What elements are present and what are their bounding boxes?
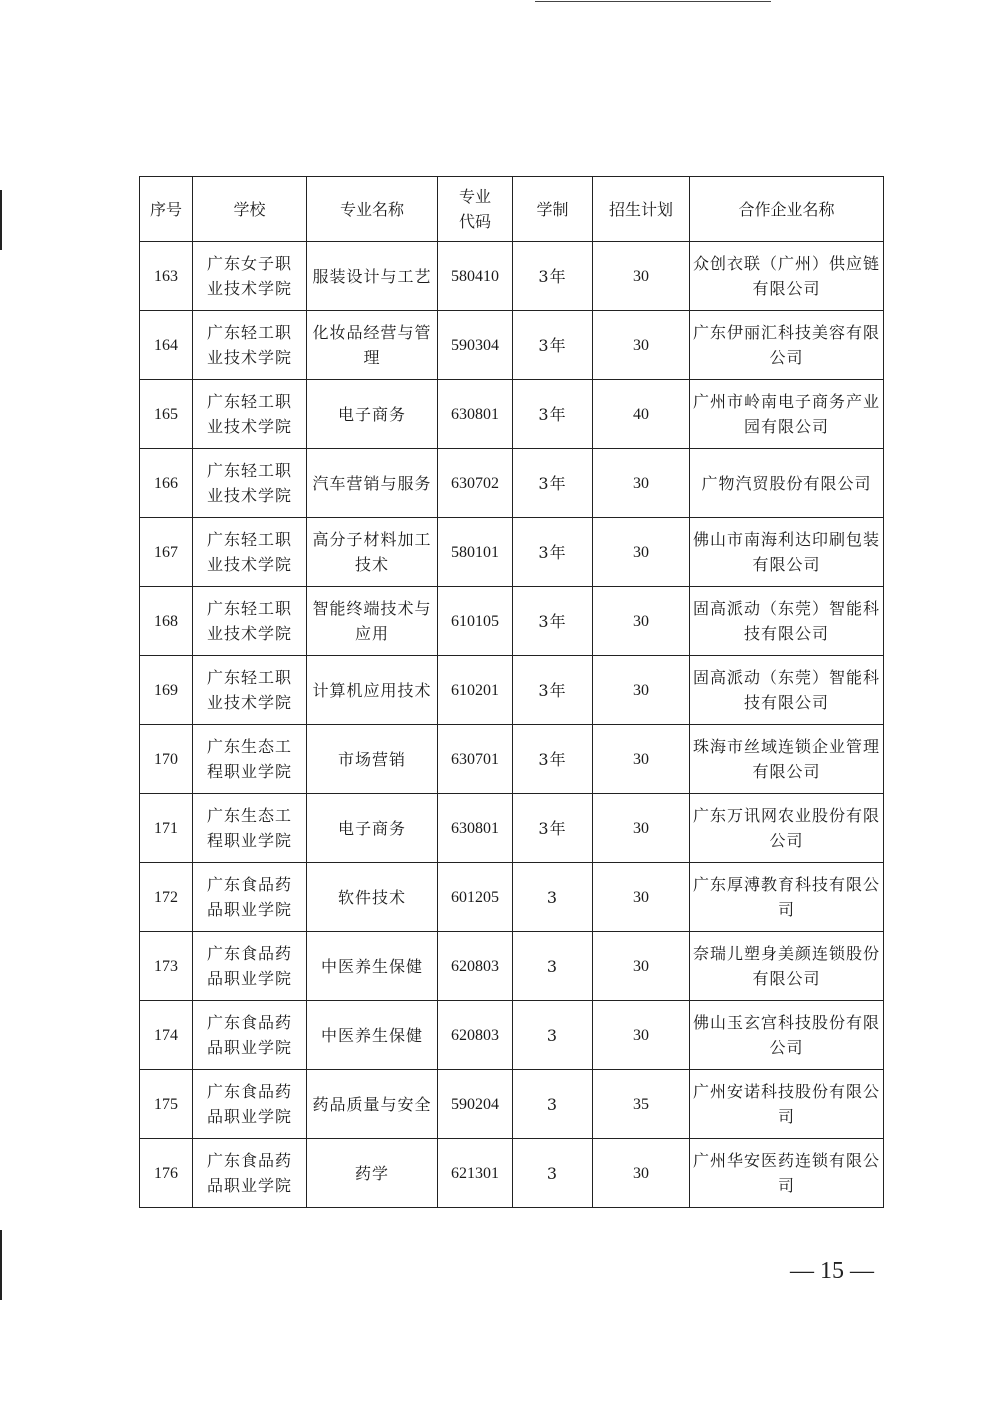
table-row — [140, 656, 884, 725]
row-number-cell: 173 — [140, 932, 193, 1001]
duration-cell: 3 — [513, 1070, 593, 1139]
table-row — [140, 518, 884, 587]
major-cell: 药品质量与安全 — [307, 1070, 438, 1139]
partner-company-cell: 固高派动（东莞）智能科技有限公司 — [690, 656, 884, 725]
row-number-cell: 176 — [140, 1139, 193, 1208]
header-cell: 专业名称 — [307, 177, 438, 242]
major-cell: 计算机应用技术 — [307, 656, 438, 725]
row-number-cell: 164 — [140, 311, 193, 380]
enrollment-plan-cell: 30 — [593, 587, 690, 656]
table-row — [140, 725, 884, 794]
enrollment-plan-cell: 30 — [593, 725, 690, 794]
school-cell: 广东食品药品职业学院 — [193, 863, 307, 932]
major-cell: 高分子材料加工技术 — [307, 518, 438, 587]
duration-cell: 3 — [513, 1139, 593, 1208]
row-number-cell: 174 — [140, 1001, 193, 1070]
major-code-cell: 630701 — [438, 725, 513, 794]
table-row — [140, 449, 884, 518]
school-cell: 广东食品药品职业学院 — [193, 1001, 307, 1070]
table-row — [140, 242, 884, 311]
row-number-cell: 175 — [140, 1070, 193, 1139]
duration-cell: 3年 — [513, 656, 593, 725]
partner-company-cell: 广东厚溥教育科技有限公司 — [690, 863, 884, 932]
major-code-cell: 580101 — [438, 518, 513, 587]
row-number-cell: 172 — [140, 863, 193, 932]
row-number-cell: 170 — [140, 725, 193, 794]
duration-cell: 3年 — [513, 587, 593, 656]
school-cell: 广东生态工程职业学院 — [193, 725, 307, 794]
major-cell: 中医养生保健 — [307, 1001, 438, 1070]
header-cell: 序号 — [140, 177, 193, 242]
enrollment-plan-cell: 30 — [593, 242, 690, 311]
row-number-cell: 163 — [140, 242, 193, 311]
table-row — [140, 587, 884, 656]
table-body — [140, 242, 884, 1208]
table-row — [140, 380, 884, 449]
duration-cell: 3 — [513, 932, 593, 1001]
school-cell: 广东食品药品职业学院 — [193, 1139, 307, 1208]
major-code-cell: 630702 — [438, 449, 513, 518]
header-cell: 招生计划 — [593, 177, 690, 242]
enrollment-plan-cell: 30 — [593, 932, 690, 1001]
major-code-cell: 580410 — [438, 242, 513, 311]
table-row — [140, 1139, 884, 1208]
major-code-cell: 590304 — [438, 311, 513, 380]
page-number: — 15 — — [790, 1258, 874, 1284]
partner-company-cell: 奈瑞儿塑身美颜连锁股份有限公司 — [690, 932, 884, 1001]
major-cell: 市场营销 — [307, 725, 438, 794]
row-number-cell: 167 — [140, 518, 193, 587]
table-row — [140, 932, 884, 1001]
major-cell: 服装设计与工艺 — [307, 242, 438, 311]
school-cell: 广东轻工职业技术学院 — [193, 587, 307, 656]
binding-mark-top — [0, 190, 2, 250]
header-cell: 学校 — [193, 177, 307, 242]
major-cell: 药学 — [307, 1139, 438, 1208]
partner-company-cell: 固高派动（东莞）智能科技有限公司 — [690, 587, 884, 656]
row-number-cell: 168 — [140, 587, 193, 656]
partner-company-cell: 广州安诺科技股份有限公司 — [690, 1070, 884, 1139]
school-cell: 广东食品药品职业学院 — [193, 932, 307, 1001]
enrollment-plan-cell: 40 — [593, 380, 690, 449]
major-code-cell: 630801 — [438, 794, 513, 863]
table-row — [140, 863, 884, 932]
row-number-cell: 165 — [140, 380, 193, 449]
enrollment-plan-cell: 30 — [593, 656, 690, 725]
enrollment-plan-cell: 30 — [593, 1001, 690, 1070]
duration-cell: 3年 — [513, 449, 593, 518]
duration-cell: 3 — [513, 863, 593, 932]
school-cell: 广东食品药品职业学院 — [193, 1070, 307, 1139]
major-cell: 汽车营销与服务 — [307, 449, 438, 518]
duration-cell: 3年 — [513, 380, 593, 449]
partner-company-cell: 广物汽贸股份有限公司 — [690, 449, 884, 518]
school-cell: 广东生态工程职业学院 — [193, 794, 307, 863]
school-cell: 广东轻工职业技术学院 — [193, 311, 307, 380]
enrollment-plan-cell: 30 — [593, 518, 690, 587]
partner-company-cell: 广州华安医药连锁有限公司 — [690, 1139, 884, 1208]
row-number-cell: 171 — [140, 794, 193, 863]
header-cell: 学制 — [513, 177, 593, 242]
partner-company-cell: 广州市岭南电子商务产业园有限公司 — [690, 380, 884, 449]
school-cell: 广东轻工职业技术学院 — [193, 449, 307, 518]
major-cell: 中医养生保健 — [307, 932, 438, 1001]
major-code-cell: 610105 — [438, 587, 513, 656]
school-cell: 广东轻工职业技术学院 — [193, 380, 307, 449]
binding-mark-bottom — [0, 1230, 2, 1300]
table-row — [140, 1070, 884, 1139]
major-code-cell: 620803 — [438, 932, 513, 1001]
major-code-cell: 621301 — [438, 1139, 513, 1208]
major-code-cell: 601205 — [438, 863, 513, 932]
partner-company-cell: 珠海市丝域连锁企业管理有限公司 — [690, 725, 884, 794]
enrollment-plan-cell: 30 — [593, 1139, 690, 1208]
partner-company-cell: 广东万讯网农业股份有限公司 — [690, 794, 884, 863]
duration-cell: 3年 — [513, 794, 593, 863]
duration-cell: 3年 — [513, 311, 593, 380]
top-edge-rule — [535, 1, 771, 2]
major-code-cell: 590204 — [438, 1070, 513, 1139]
table-row — [140, 794, 884, 863]
partner-company-cell: 佛山市南海利达印刷包装有限公司 — [690, 518, 884, 587]
duration-cell: 3年 — [513, 242, 593, 311]
partner-company-cell: 众创衣联（广州）供应链有限公司 — [690, 242, 884, 311]
school-cell: 广东女子职业技术学院 — [193, 242, 307, 311]
table-row — [140, 311, 884, 380]
duration-cell: 3 — [513, 1001, 593, 1070]
major-code-cell: 630801 — [438, 380, 513, 449]
enrollment-plan-cell: 30 — [593, 863, 690, 932]
enrollment-plan-cell: 35 — [593, 1070, 690, 1139]
major-cell: 化妆品经营与管理 — [307, 311, 438, 380]
major-cell: 软件技术 — [307, 863, 438, 932]
duration-cell: 3年 — [513, 518, 593, 587]
major-code-cell: 610201 — [438, 656, 513, 725]
major-cell: 电子商务 — [307, 380, 438, 449]
school-cell: 广东轻工职业技术学院 — [193, 656, 307, 725]
enrollment-plan-cell: 30 — [593, 449, 690, 518]
row-number-cell: 169 — [140, 656, 193, 725]
header-cell: 专业代码 — [438, 177, 513, 242]
major-cell: 电子商务 — [307, 794, 438, 863]
enrollment-plan-cell: 30 — [593, 311, 690, 380]
row-number-cell: 166 — [140, 449, 193, 518]
partner-company-cell: 广东伊丽汇科技美容有限公司 — [690, 311, 884, 380]
major-code-cell: 620803 — [438, 1001, 513, 1070]
header-cell: 合作企业名称 — [690, 177, 884, 242]
enrollment-table — [139, 176, 884, 1208]
school-cell: 广东轻工职业技术学院 — [193, 518, 307, 587]
duration-cell: 3年 — [513, 725, 593, 794]
table-header-row — [140, 177, 884, 242]
table-row — [140, 1001, 884, 1070]
partner-company-cell: 佛山玉玄宫科技股份有限公司 — [690, 1001, 884, 1070]
enrollment-plan-cell: 30 — [593, 794, 690, 863]
major-cell: 智能终端技术与应用 — [307, 587, 438, 656]
